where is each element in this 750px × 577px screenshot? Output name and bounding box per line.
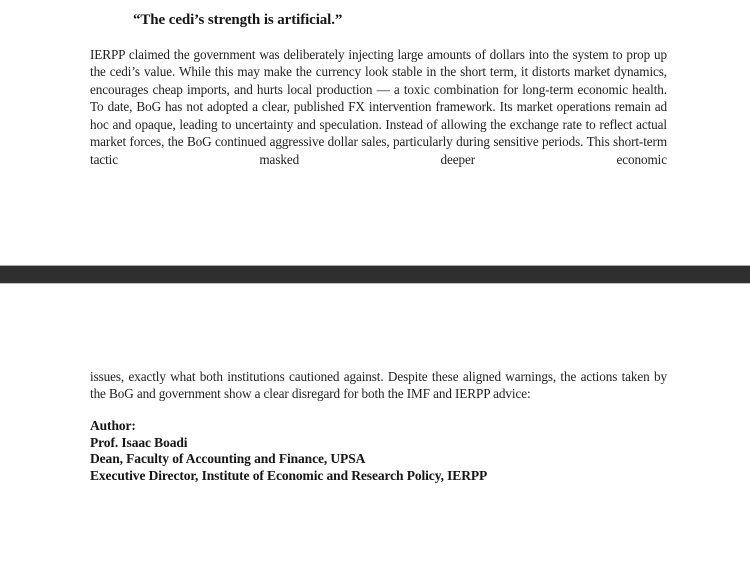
pull-quote: “The cedi’s strength is artificial.” [133,12,343,28]
author-block [90,418,487,485]
page-separator-bar [0,265,750,284]
author-title-executive-director: Executive Director, Institute of Economic and Research Policy, IERPP [90,468,488,484]
paragraph-page2: issues, exactly what both institutions cautioned against. Despite these aligned warnings, the actions taken by the BoG and government show a clear disregard for both the IMF and IERPP advice: [90,369,667,402]
author-title-dean: Dean, Faculty of Accounting and Finance, UPSA [90,451,366,467]
paragraph-page1: IERPP claimed the government was deliberately injecting large amounts of dollars into the system to prop up the cedi’s value. While this may make the currency look stable in the short term, it distorts market dynamics, encourages cheap imports, and hurts local production — a toxic combination for long-term economic health. To date, BoG has not adopted a clear, published FX intervention framework. Its market operations remain ad hoc and opaque, leading to uncertainty and speculation. Instead of allowing the exchange rate to reflect actual market forces, the BoG continued aggressive dollar sales, particularly during sensitive periods. This short-term tactic masked deeper economic [90,47,667,167]
author-name: Prof. Isaac Boadi [90,434,188,450]
author-label: Author: [90,418,136,433]
